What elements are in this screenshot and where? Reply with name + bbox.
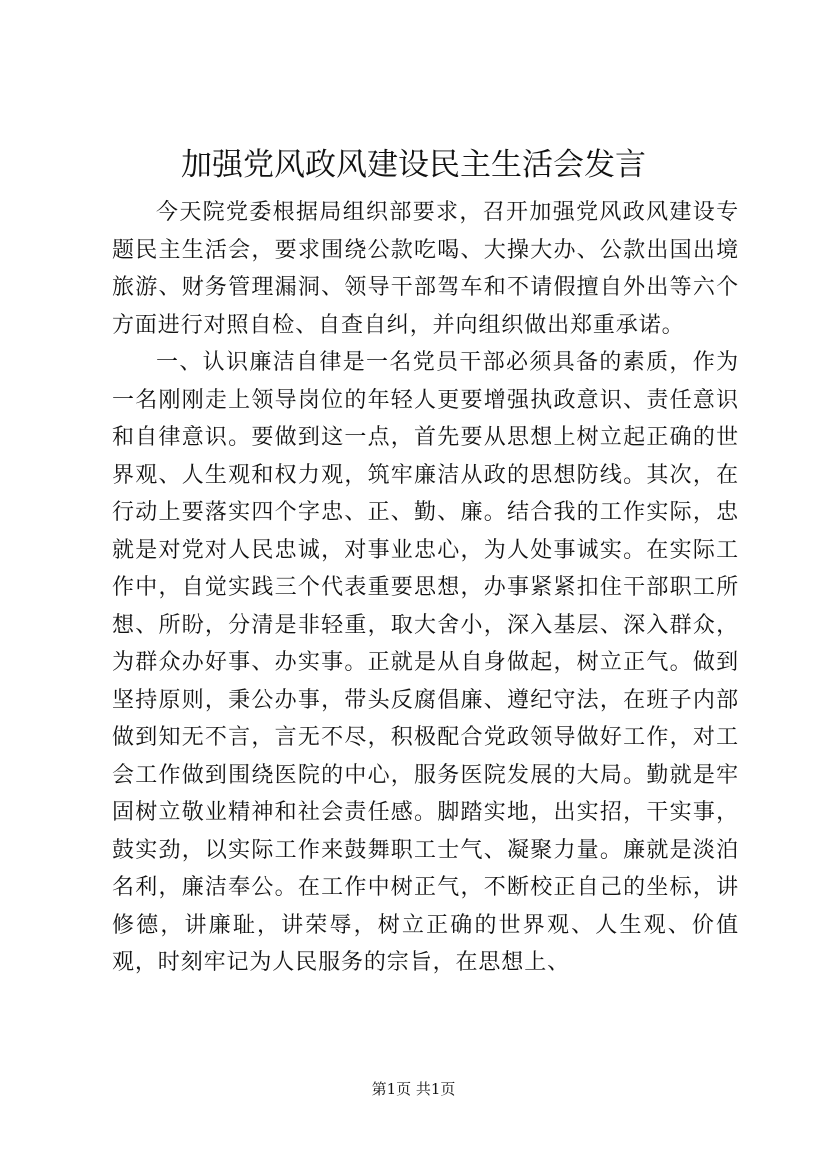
page-number: 第1页 共1页	[371, 1080, 456, 1098]
document-title: 加强党风政风建设民主生活会发言	[181, 147, 646, 183]
paragraph-section-one: 一、认识廉洁自律是一名党员干部必须具备的素质，作为一名刚刚走上领导岗位的年轻人更要增强执政意识、责任意识和自律意识。要做到这一点，首先要从思想上树立起正确的世界观、人生观和权力观，筑牢廉洁从政的思想防线。其次，在行动上要落实四个字忠、正、勤、廉。结合我的工作实际，忠就是对党对人民忠诚，对事业忠心，为人处事诚实。在实际工作中，自觉实践三个代表重要思想，办事紧紧扣住干部职工所想、所盼，分清是非轻重，取大舍小，深入基层、深入群众，为群众办好事、办实事。正就是从自身做起，树立正气。做到坚持原则，秉公办事，带头反腐倡廉、遵纪守法，在班子内部做到知无不言，言无不尽，积极配合党政领导做好工作，对工会工作做到围绕医院的中心，服务医院发展的大局。勤就是牢固树立敬业精神和社会责任感。脚踏实地，出实招，干实事，鼓实劲，以实际工作来鼓舞职工士气、凝聚力量。廉就是淡泊名利，廉洁奉公。在工作中树正气，不断校正自己的坐标，讲修德，讲廉耻，讲荣辱，树立正确的世界观、人生观、价值观，时刻牢记为人民服务的宗旨，在思想上、	[112, 350, 739, 975]
document-body	[112, 194, 739, 982]
paragraph-intro: 今天院党委根据局组织部要求，召开加强党风政风建设专题民主生活会，要求围绕公款吃喝、大操大办、公款出国出境旅游、财务管理漏洞、领导干部驾车和不请假擅自外出等六个方面进行对照自检、自查自纠，并向组织做出郑重承诺。	[112, 200, 739, 338]
